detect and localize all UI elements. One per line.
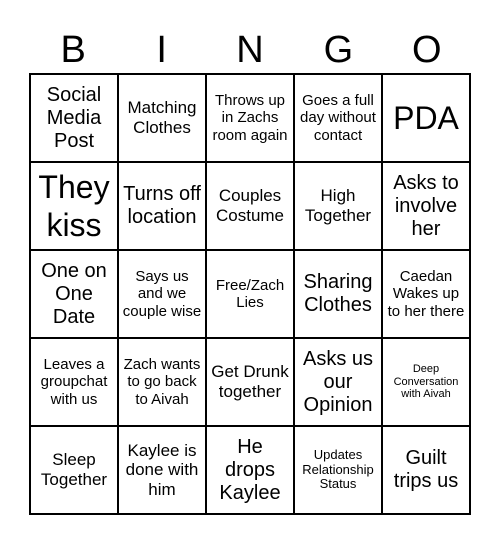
- bingo-cell[interactable]: Caedan Wakes up to her there: [382, 250, 470, 338]
- bingo-cell[interactable]: Sharing Clothes: [294, 250, 382, 338]
- bingo-cell[interactable]: Leaves a groupchat with us: [30, 338, 118, 426]
- bingo-grid: [29, 73, 471, 515]
- bingo-cell[interactable]: He drops Kaylee: [206, 426, 294, 514]
- bingo-cell[interactable]: Get Drunk together: [206, 338, 294, 426]
- header-letter-o: O: [412, 28, 442, 71]
- bingo-cell[interactable]: Asks to involve her: [382, 162, 470, 250]
- bingo-cell[interactable]: Turns off location: [118, 162, 206, 250]
- bingo-cell[interactable]: PDA: [382, 74, 470, 162]
- bingo-cell[interactable]: Zach wants to go back to Aivah: [118, 338, 206, 426]
- header-letter-g: G: [323, 28, 354, 71]
- bingo-cell[interactable]: Throws up in Zachs room again: [206, 74, 294, 162]
- bingo-cell[interactable]: Guilt trips us: [382, 426, 470, 514]
- header-letter-n: N: [236, 28, 264, 71]
- bingo-cell[interactable]: Sleep Together: [30, 426, 118, 514]
- bingo-cell[interactable]: Kaylee is done with him: [118, 426, 206, 514]
- bingo-cell[interactable]: Free/Zach Lies: [206, 250, 294, 338]
- bingo-cell[interactable]: High Together: [294, 162, 382, 250]
- bingo-header: [29, 26, 471, 74]
- bingo-cell[interactable]: Updates Relationship Status: [294, 426, 382, 514]
- header-letter-b: B: [60, 28, 86, 71]
- bingo-cell[interactable]: Couples Costume: [206, 162, 294, 250]
- bingo-cell[interactable]: Social Media Post: [30, 74, 118, 162]
- bingo-cell[interactable]: Says us and we couple wise: [118, 250, 206, 338]
- bingo-cell[interactable]: Matching Clothes: [118, 74, 206, 162]
- bingo-cell[interactable]: One on One Date: [30, 250, 118, 338]
- bingo-cell[interactable]: Goes a full day without contact: [294, 74, 382, 162]
- bingo-cell[interactable]: Asks us our Opinion: [294, 338, 382, 426]
- header-letter-i: I: [156, 28, 167, 71]
- bingo-cell[interactable]: Deep Conversation with Aivah: [382, 338, 470, 426]
- bingo-cell[interactable]: They kiss: [30, 162, 118, 250]
